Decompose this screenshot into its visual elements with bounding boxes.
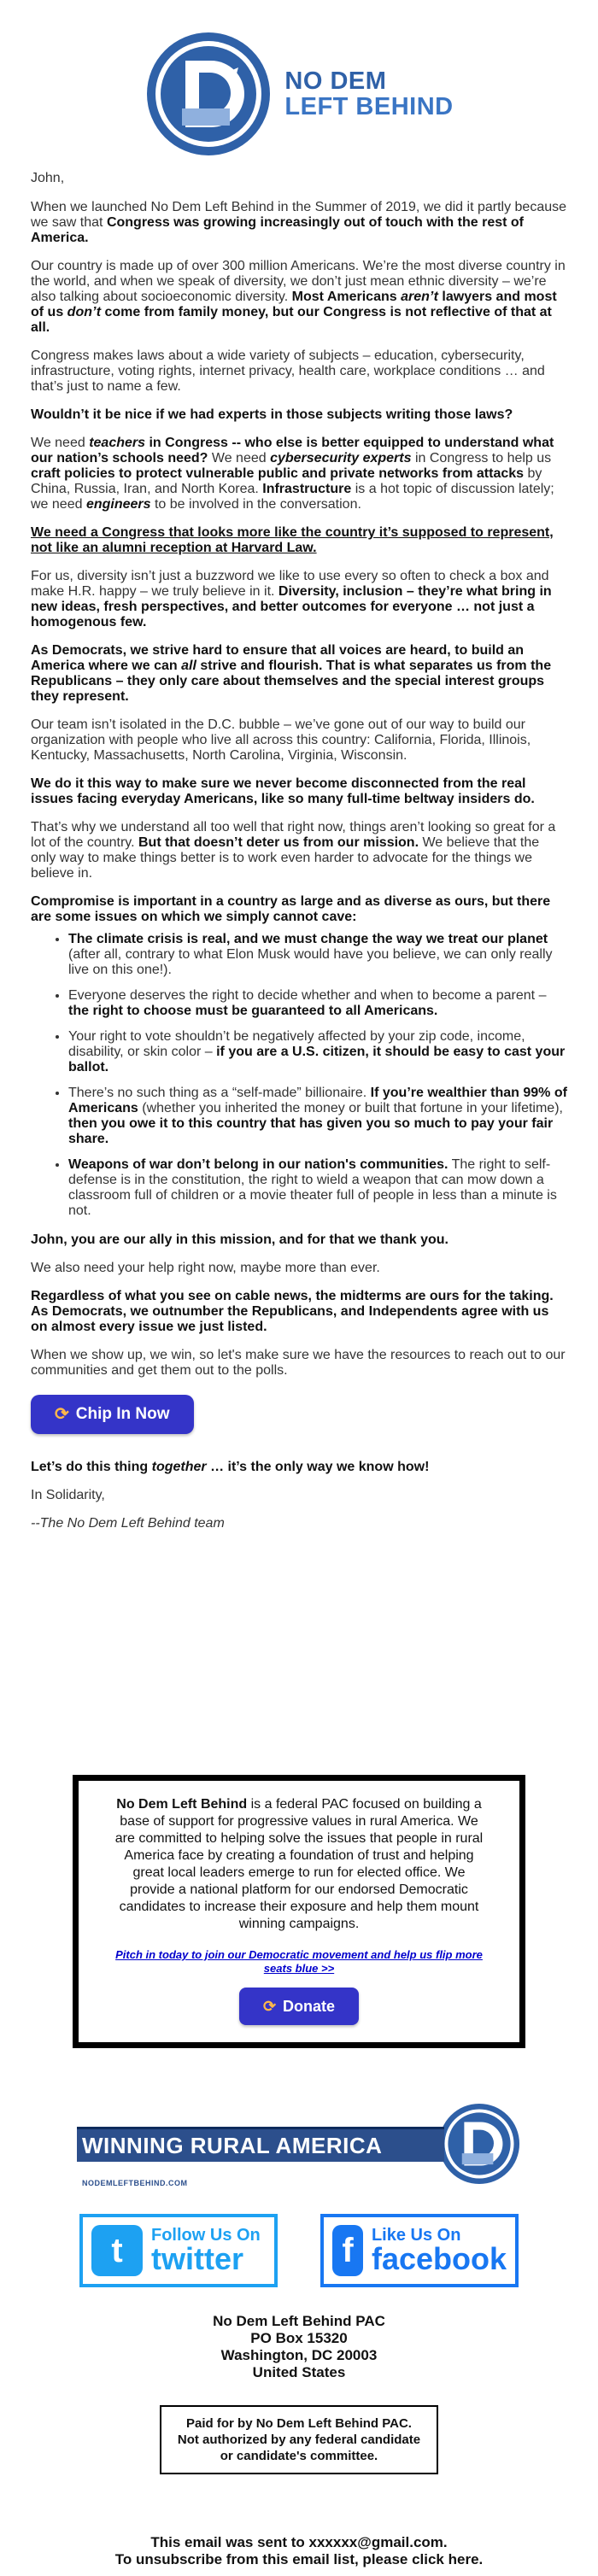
address-line-4: United States (252, 2364, 346, 2380)
bullet-4-text-2: (whether you inherited the money or built that fortune in your lifetime), (138, 1101, 563, 1115)
bullet-3-text: Your right to vote shouldn’t be negatively affected by your zip code, income, disability, or skin color – (68, 1029, 525, 1059)
facebook-like-button[interactable] (320, 2214, 519, 2287)
p5-bold-2: craft policies to protect vulnerable public and private networks from attacks (31, 466, 525, 481)
p2-bold-italic-2: don’t (67, 305, 102, 319)
about-description: is a federal PAC focused on building a base of support for progressive values in rural America. We are committed to helping solve the issues that people in rural America face by creating a foundation of trust and helping great local leaders emerge to run for elected office. We provide a national platform for our endorsed Democratic candidates to increase their exposure and help them mount winning campaigns. (114, 1797, 484, 1931)
about-box (73, 1775, 525, 2048)
twitter-follow-button[interactable] (79, 2214, 278, 2287)
p11-bold: But that doesn’t deter us from our mission. (138, 835, 419, 850)
twitter-bird-icon: t (91, 2225, 143, 2276)
about-text (113, 1796, 485, 1933)
facebook-text (372, 2227, 507, 2274)
paragraph-11 (31, 820, 567, 881)
p2-bold-italic-1: aren’t (401, 290, 438, 304)
sent-to-notice: This email was sent to xxxxxx@gmail.com. (150, 2534, 448, 2550)
twitter-line-2: twitter (151, 2241, 243, 2276)
logo-link[interactable] (144, 30, 453, 158)
p5-text-4: by China, Russia, Iran, and North Korea. (31, 466, 542, 496)
pitch-in-link[interactable]: Pitch in today to join our Democratic movement and help us flip more seats blue >> (115, 1948, 483, 1975)
chip-in-button[interactable] (31, 1395, 194, 1434)
p17-bold-1: Let’s do this thing (31, 1460, 152, 1474)
paragraph-9: Our team isn’t isolated in the D.C. bubble – we’ve gone out of our way to build our organization with people who live all across this country: California, Florida, Illinois, Kentucky, Massachusetts, North Carolina, Virginia, Wisconsin. (31, 717, 531, 763)
unsubscribe-link[interactable]: To unsubscribe from this email list, please click here. (114, 2551, 484, 2567)
paragraph-7 (31, 569, 567, 630)
d-circle-logo-icon (437, 2102, 521, 2186)
donate-button[interactable] (239, 1988, 359, 2025)
paragraph-14: We also need your help right now, maybe more than ever. (31, 1261, 380, 1275)
logo-wordmark (284, 68, 453, 120)
paragraph-3: Congress makes laws about a wide variety of subjects – education, cybersecurity, infrastructure, voting rights, internet privacy, health care, workplace conditions … and that’s just to name a few. (31, 348, 545, 394)
p8-bold-1: As Democrats, we strive hard to ensure that all voices are heard, to build an America where we can (31, 643, 525, 673)
p5-cyber-experts: cybersecurity experts (270, 451, 412, 465)
paragraph-1 (31, 200, 567, 246)
greeting: John, (31, 171, 65, 185)
facebook-f-icon: f (332, 2225, 363, 2276)
signature (31, 1516, 567, 1531)
p1-text: When we launched No Dem Left Behind in the Summer of 2019, we did it partly because we saw that (31, 200, 567, 230)
bullet-5-bold: Weapons of war don’t belong in our nation's communities. (68, 1157, 448, 1172)
social-links (0, 2214, 598, 2287)
address-line-3: Washington, DC 20003 (220, 2347, 378, 2363)
list-item (68, 932, 567, 978)
paragraph-17 (31, 1460, 567, 1475)
paid-line-3: or candidate's committee. (220, 2449, 378, 2463)
p4-bold: Wouldn’t it be nice if we had experts in those subjects writing those laws? (31, 407, 513, 422)
banner-strip (77, 2127, 444, 2187)
p7-text: For us, diversity isn’t just a buzzword we like to use every so often to check a box and make H.R. happy – we truly believe in it. (31, 569, 549, 599)
d-circle-logo-icon (144, 30, 273, 158)
p5-text-5: is a hot topic of discussion lately; we need (31, 482, 554, 512)
p17-bold-2: … it’s the only way we know how! (206, 1460, 430, 1474)
p5-teachers: teachers (89, 436, 146, 450)
p6-bold-underline: We need a Congress that looks more like the country it’s supposed to represent, not like an alumni reception at Harvard Law. (31, 525, 554, 555)
facebook-line-2: facebook (371, 2241, 507, 2276)
mailing-address (0, 2313, 598, 2381)
signoff: In Solidarity, (31, 1488, 105, 1502)
paragraph-4 (31, 407, 567, 423)
p8-bold-2: strive and flourish. That is what separates us from the Republicans – they only care about themselves and the special interest groups they represent. (31, 659, 552, 704)
bullet-4-bold-1: If you’re wealthier than 99% of Americans (68, 1086, 567, 1115)
paragraph-2 (31, 259, 567, 336)
bullet-3-bold: if you are a U.S. citizen, it should be easy to cast your ballot. (68, 1045, 566, 1074)
email-footer (0, 2534, 598, 2568)
bullet-2-bold: the right to choose must be guaranteed to all Americans. (68, 1004, 438, 1018)
twitter-line-1: Follow Us On (151, 2226, 261, 2245)
p8-all: all (181, 659, 196, 673)
issues-list (31, 932, 567, 1219)
p1-bold: Congress was growing increasingly out of touch with the rest of America. (31, 215, 524, 245)
banner-url: NODEMLEFTBEHIND.COM (82, 2178, 188, 2187)
list-item (68, 1029, 567, 1075)
p5-text-2: We need (208, 451, 271, 465)
paragraph-13 (31, 1232, 567, 1248)
banner-title: WINNING RURAL AMERICA (82, 2132, 383, 2158)
address-line-2: PO Box 15320 (250, 2330, 348, 2346)
spacer (0, 1544, 598, 1775)
bullet-1-bold: The climate crisis is real, and we must change the way we treat our planet (68, 932, 548, 946)
paid-for-disclaimer (160, 2405, 438, 2474)
paragraph-5 (31, 436, 567, 512)
signature-text: --The No Dem Left Behind team (31, 1516, 225, 1531)
p11-text-1: That’s why we understand all too well that right now, things aren’t looking so great for a lot of the country. (31, 820, 556, 850)
p5-text-3: in Congress to help us (411, 451, 552, 465)
paragraph-8 (31, 643, 567, 705)
p15-bold: Regardless of what you see on cable news, the midterms are ours for the taking. As Democrats, we outnumber the Republicans, and Independents agree with us on almost every issue we just listed. (31, 1289, 554, 1334)
list-item (68, 988, 567, 1019)
p12-bold: Compromise is important in a country as large and as diverse as ours, but there are some issues on which we simply cannot cave: (31, 894, 551, 924)
p17-together: together (151, 1460, 207, 1474)
p13-bold: John, you are our ally in this mission, and for that we thank you. (31, 1232, 448, 1247)
facebook-line-1: Like Us On (371, 2226, 461, 2245)
list-item (68, 1086, 567, 1147)
bullet-2-text: Everyone deserves the right to decide whether and when to become a parent – (68, 988, 547, 1003)
paragraph-6 (31, 525, 567, 556)
paid-line-2: Not authorized by any federal candidate (177, 2433, 421, 2447)
bullet-4-text-1: There’s no such thing as a “self-made” billionaire. (68, 1086, 371, 1100)
refresh-arrow-icon: ⟳ (262, 1998, 277, 2015)
about-org-name: No Dem Left Behind (116, 1797, 248, 1812)
address-line-1: No Dem Left Behind PAC (213, 2313, 385, 2329)
list-item (68, 1157, 567, 1219)
p11-text-2: We believe that the only way to make things better is to work even harder to advocate for the things we believe in. (31, 835, 540, 881)
p2-bold-3: come from family money, but our Congress is not reflective of that at all. (31, 305, 552, 335)
donate-label: Donate (283, 1998, 336, 2015)
p5-engineers: engineers (85, 497, 151, 512)
p2-bold-2: lawyers and most of us (31, 290, 557, 319)
bullet-1-text: (after all, contrary to what Elon Musk would have you believe, we can only really live on this one!). (68, 947, 553, 977)
p5-text-1: We need (31, 436, 90, 450)
p5-bold-1: in Congress -- who else is better equipped to understand what our nation’s schools need? (31, 436, 554, 465)
paragraph-10 (31, 776, 567, 807)
p2-bold-1: Most Americans (291, 290, 402, 304)
header-logo (0, 0, 598, 171)
chip-in-label: Chip In Now (75, 1405, 170, 1423)
winning-rural-america-banner[interactable] (77, 2101, 521, 2187)
email-body (0, 171, 598, 1531)
p7-bold: Diversity, inclusion – they’re what bring in new ideas, fresh perspectives, and better outcomes for everyone … not just a homogenous few. (31, 584, 552, 629)
p5-infrastructure: Infrastructure (262, 482, 352, 496)
logo-line-1: NO DEM (284, 67, 387, 95)
paragraph-12 (31, 894, 567, 925)
p2-text: Our country is made up of over 300 million Americans. We’re the most diverse country in the world, and when we speak of diversity, we don’t just mean ethnic diversity – we’re also talking about socioeconomic diversity. (31, 259, 566, 304)
bullet-4-bold-2: then you owe it to this country that has given you so much to pay your fair share. (68, 1116, 554, 1146)
paragraph-16: When we show up, we win, so let's make sure we have the resources to reach out to our communities and get them out to the polls. (31, 1348, 566, 1378)
refresh-arrow-icon: ⟳ (55, 1405, 69, 1424)
bullet-5-text: The right to self-defense is in the constitution, the right to wield a weapon that can mow down a classroom full of children or a movie theater full of people in less than a minute is not. (68, 1157, 557, 1218)
paid-line-1: Paid for by No Dem Left Behind PAC. (186, 2416, 412, 2431)
p5-text-6: to be involved in the conversation. (150, 497, 361, 512)
paragraph-15 (31, 1289, 567, 1335)
logo-line-2: LEFT BEHIND (284, 93, 454, 120)
twitter-text (151, 2227, 261, 2274)
p10-bold: We do it this way to make sure we never become disconnected from the real issues facing everyday Americans, like so many full-time beltway insiders do. (31, 776, 535, 806)
